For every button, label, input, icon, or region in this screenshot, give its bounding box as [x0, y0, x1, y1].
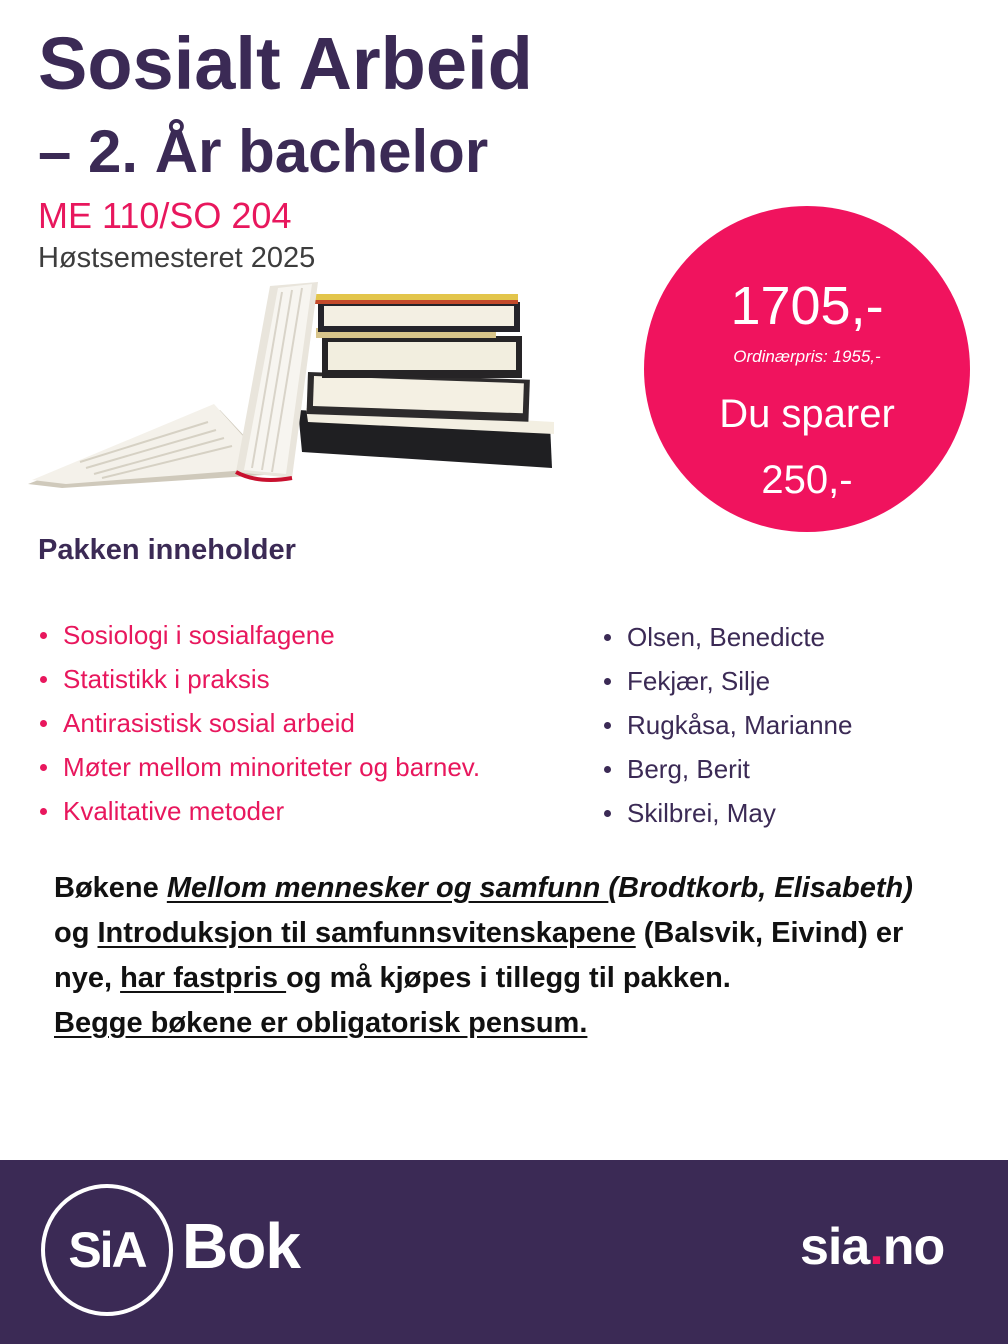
additional-books-note [54, 866, 934, 1046]
package-heading: Pakken inneholder [38, 534, 296, 566]
site-dot: . [869, 1218, 883, 1276]
sia-logo: SiA [41, 1184, 173, 1316]
list-item: Statistikk i praksis [38, 664, 480, 708]
note-text: og [54, 917, 98, 949]
open-book [28, 282, 318, 488]
book-author-brodtkorb: (Brodtkorb, Elisabeth) [608, 872, 913, 904]
list-item: Møter mellom minoriteter og barnev. [38, 752, 480, 796]
footer [0, 1160, 1008, 1344]
book-stack-illustration [22, 272, 562, 492]
site-name: sia [800, 1218, 870, 1276]
list-item: Olsen, Benedicte [602, 622, 852, 666]
book-authors-list [602, 622, 852, 842]
course-code: ME 110/SO 204 [38, 195, 292, 236]
obligatory-note: Begge bøkene er obligatorisk pensum. [54, 1007, 588, 1039]
note-text: (Balsvik, Eivind) er nye, [54, 917, 904, 994]
list-item: Rugkåsa, Marianne [602, 710, 852, 754]
book-title-introduksjon: Introduksjon til samfunnsvitenskapene [97, 917, 636, 949]
list-item: Fekjær, Silje [602, 666, 852, 710]
book-title-mellom-mennesker: Mellom mennesker og samfunn [166, 872, 609, 904]
list-item: Skilbrei, May [602, 798, 852, 842]
site-link[interactable] [800, 1212, 944, 1282]
fixed-price-text: har fastpris [120, 962, 287, 994]
list-item: Kvalitative metoder [38, 796, 480, 840]
site-tld: no [882, 1218, 945, 1276]
ordinary-price: Ordinærpris: 1955,- [733, 347, 881, 366]
note-text: Bøkene [54, 872, 167, 904]
saving-value: 250,- [761, 458, 853, 502]
list-item: Sosiologi i sosialfagene [38, 620, 480, 664]
note-text: og må kjøpes i tillegg til pakken. [286, 962, 731, 994]
price-badge [644, 206, 970, 532]
semester: Høstsemesteret 2025 [38, 242, 316, 274]
page-subtitle: – 2. År bachelor [38, 118, 489, 185]
package-price: 1705,- [730, 276, 884, 336]
book-titles-list [38, 620, 480, 840]
saving-label: Du sparer [719, 392, 895, 436]
list-item: Berg, Berit [602, 754, 852, 798]
list-item: Antirasistisk sosial arbeid [38, 708, 480, 752]
book-stack [298, 294, 554, 468]
page-title: Sosialt Arbeid [38, 22, 533, 105]
bok-logo: Bok [182, 1210, 300, 1282]
